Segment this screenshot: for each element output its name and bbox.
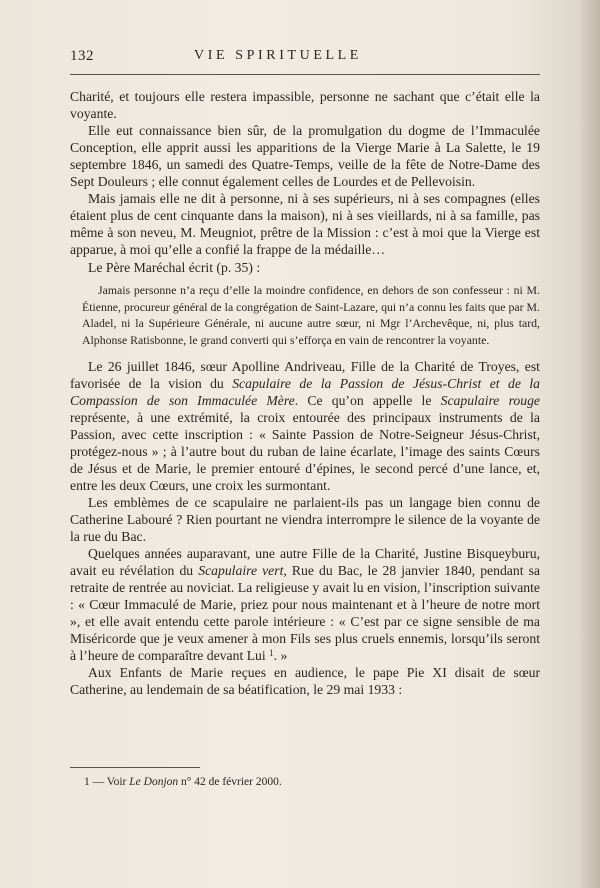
footnote-rule xyxy=(70,767,200,768)
text-run: Le 26 juillet 1846, sœur Apolline Andriveau, Fille de la Charité de Troyes, est favorisée de la vision du xyxy=(70,359,540,391)
paragraph: Mais jamais elle ne dit à personne, ni à ses supérieurs, ni à ses compagnes (elles étaient plus de cent cinquante dans la maison), ni à ses vieillards, ni à sa famille, pas même à son neveu, M. Meugniot, prêtre de la Mission : c’est à moi que la Vierge est apparue, à moi qu’elle a confié la frappe de la médaille… xyxy=(70,191,540,257)
footnote-text: n° 42 de février 2000. xyxy=(178,776,282,788)
page-number: 132 xyxy=(70,48,94,64)
footnote-number: 1 xyxy=(84,776,90,788)
running-title: VIE SPIRITUELLE xyxy=(194,48,362,63)
page-edge-shadow xyxy=(578,0,600,888)
paragraph xyxy=(70,358,540,494)
quote-text: Jamais personne n’a reçu d’elle la moindre confidence, en dehors de son confesseur : ni M. Étienne, procureur général de la congrégation de Saint-Lazare, qui n’a connu les faits que par M. Aladel, ni la Supérieure Générale, ni aucune autre sœur, ni Mgr l’Archevêque, ni, plus tard, Alphonse Ratisbonne, le grand converti qui s’efforça en vain de rencontrer la voyante. xyxy=(82,283,540,347)
paragraph: Aux Enfants de Marie reçues en audience, le pape Pie XI disait de sœur Catherine, au lendemain de sa béatification, le 29 mai 1933 : xyxy=(70,665,540,697)
footnote-ref[interactable]: 1 xyxy=(269,648,274,658)
italic-title: Scapulaire vert xyxy=(198,563,284,578)
body-text xyxy=(70,88,540,698)
text-run: Quelques années auparavant, une autre Fille de la Charité, Justine Bisqueyburu, avait eu révélation du xyxy=(70,546,540,578)
text-run: représente, à une extrémité, la croix entourée des principaux instruments de la Passion, avec cette inscription : « Sainte Passion de Notre-Seigneur Jésus-Christ, protégez-nous » ; à l’autre bout du ruban de laine écarlate, l’image des saints Cœurs de Jésus et de Marie, le premier entouré d’épines, le second percé d’une lance, et, entre les deux Cœurs, une croix les surmontant. xyxy=(70,410,540,493)
text-run: . » xyxy=(273,648,288,663)
paragraph: Le Père Maréchal écrit (p. 35) : xyxy=(88,260,261,275)
footnote-italic: Le Donjon xyxy=(129,776,179,788)
block-quote xyxy=(82,282,540,348)
page-header xyxy=(70,48,540,70)
paragraph: Charité, et toujours elle restera impassible, personne ne sachant que c’était elle la voyante. xyxy=(70,89,540,121)
text-run: , Rue du Bac, le 28 janvier 1840, pendant sa retraite de rentrée au noviciat. La religieuse y avait lu en vision, l’inscription suivante : « Cœur Immaculé de Marie, priez pour nous maintenant et à l’heure de notre mort », et elle avait entendu cette parole intérieure : « C’est par ce signe sensible de ma Miséricorde que je veux amener à mon Fils ses plus cruels ennemis, lorsqu’ils seront à l’heure de comparaître devant Lui xyxy=(70,563,540,663)
paragraph xyxy=(70,545,540,664)
italic-title: Scapulaire de la Passion de Jésus-Christ et de la Compassion de son Immaculée Mère xyxy=(70,376,541,408)
footnote xyxy=(84,775,524,790)
italic-title: Scapulaire rouge xyxy=(440,393,540,408)
header-rule xyxy=(70,74,540,75)
paragraph: Les emblèmes de ce scapulaire ne parlaient-ils pas un langage bien connu de Catherine Labouré ? Rien pourtant ne viendra interrompre le silence de la voyante de la rue du Bac. xyxy=(70,495,540,544)
paragraph: Elle eut connaissance bien sûr, de la promulgation du dogme de l’Immaculée Conception, elle apprit aussi les apparitions de la Vierge Marie à La Salette, le 19 septembre 1846, un samedi des Quatre-Temps, veille de la fête de Notre-Dame des Sept Douleurs ; elle connut également celles de Lourdes et de Pellevoisin. xyxy=(70,123,540,189)
footnote-text: — Voir xyxy=(92,776,130,788)
text-run: . Ce qu’on appelle le xyxy=(294,393,441,408)
